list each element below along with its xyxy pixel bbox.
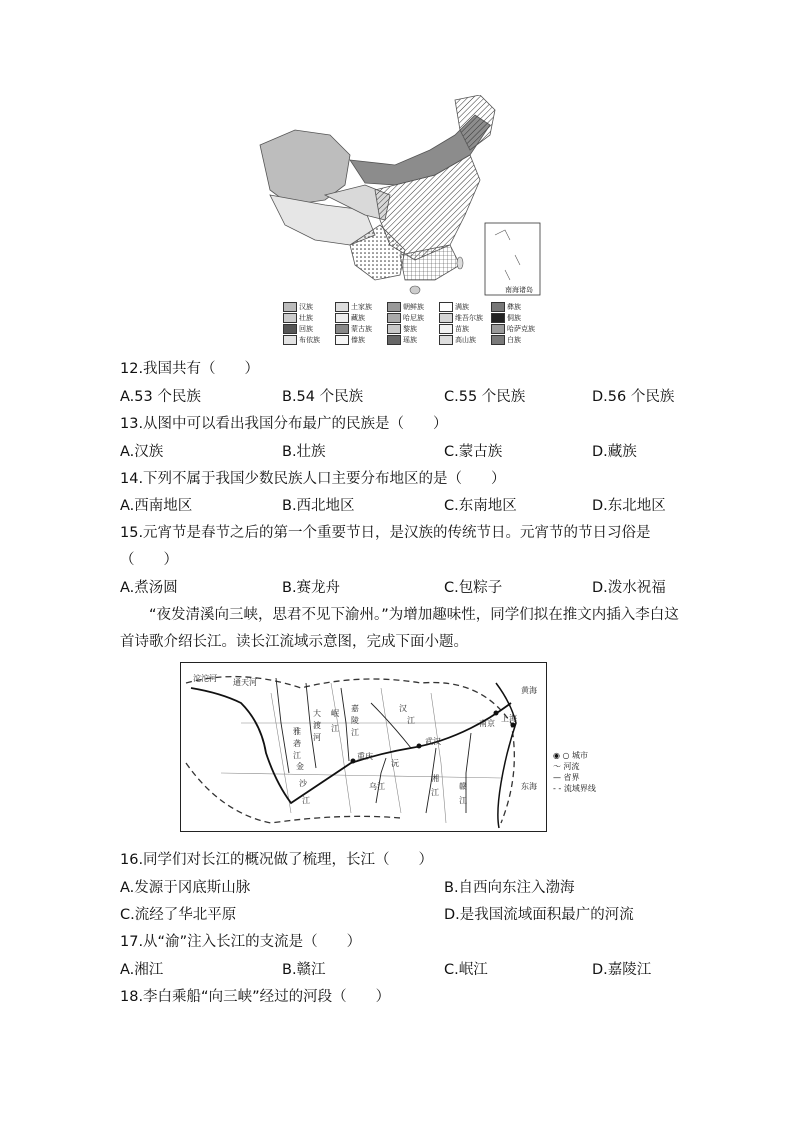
- legend-swatch: [335, 302, 349, 312]
- legend-item: [335, 313, 365, 323]
- question-18: 18.李白乘船“向三峡”经过的河段（ ）: [120, 989, 391, 1005]
- legend-item: [283, 302, 313, 312]
- legend-swatch: [387, 313, 401, 323]
- legend-item: [387, 313, 424, 323]
- legend-swatch: [439, 302, 453, 312]
- legend-swatch: [387, 335, 401, 345]
- legend-swatch: [439, 324, 453, 334]
- q15-option-a[interactable]: A.煮汤圆: [120, 580, 178, 596]
- label-han-2: 江: [407, 716, 415, 725]
- legend-label: 哈萨克族: [507, 325, 535, 333]
- label-jialing-3: 江: [351, 728, 359, 737]
- label-tuotuo: 沱沱河: [193, 674, 217, 683]
- label-dadu-2: 渡: [313, 721, 321, 730]
- q12-option-b[interactable]: B.54 个民族: [282, 389, 364, 405]
- legend-item: [387, 302, 424, 312]
- city-chongqing: [351, 759, 356, 764]
- label-han: 汉: [399, 704, 407, 713]
- legend-swatch: [387, 302, 401, 312]
- legend-item: [387, 324, 417, 334]
- label-yuan: 沅: [391, 759, 399, 768]
- city-wuhan: [417, 744, 422, 749]
- q17-option-b[interactable]: B.赣江: [282, 962, 326, 978]
- legend-item: [439, 302, 469, 312]
- river-icon: 〜: [553, 762, 564, 771]
- q12-option-d[interactable]: D.56 个民族: [592, 389, 675, 405]
- label-jinsha-2: 沙: [299, 779, 307, 788]
- q17-option-d[interactable]: D.嘉陵江: [592, 962, 652, 978]
- label-gan-2: 江: [459, 796, 467, 805]
- legend-swatch: [491, 324, 505, 334]
- legend-label: 黎族: [403, 325, 417, 333]
- question-15: 15.元宵节是春节之后的第一个重要节日，是汉族的传统节日。元宵节的节日习俗是: [120, 525, 651, 541]
- legend-item: [335, 335, 365, 345]
- q13-option-c[interactable]: C.蒙古族: [444, 444, 503, 460]
- yangtze-map-svg: [181, 663, 545, 830]
- map2-legend-outside: [553, 750, 596, 794]
- q12-option-a[interactable]: A.53 个民族: [120, 389, 201, 405]
- legend-swatch: [283, 313, 297, 323]
- label-min-2: 江: [331, 724, 339, 733]
- label-dadu-1: 大: [313, 709, 321, 718]
- q16-option-d[interactable]: D.是我国流域面积最广的河流: [444, 907, 634, 923]
- map-legend: [283, 302, 548, 352]
- q15-option-b[interactable]: B.赛龙舟: [282, 580, 341, 596]
- legend-item: [491, 313, 521, 323]
- legend-swatch: [283, 324, 297, 334]
- q16-option-a[interactable]: A.发源于冈底斯山脉: [120, 880, 251, 896]
- legend-swatch: [283, 302, 297, 312]
- china-ethnic-map: [255, 95, 545, 355]
- q17-option-c[interactable]: C.岷江: [444, 962, 488, 978]
- legend-river: 〜 河流: [553, 762, 580, 771]
- label-yalong-3: 江: [293, 751, 301, 760]
- legend-item: [283, 324, 313, 334]
- legend-label: 壮族: [299, 314, 313, 322]
- label-dadu-3: 河: [313, 733, 321, 742]
- basin-line-icon: - -: [553, 784, 564, 793]
- label-shanghai: 上海: [501, 714, 517, 723]
- region-taiwan: [457, 257, 463, 269]
- legend-item: [387, 335, 417, 345]
- q14-option-c[interactable]: C.东南地区: [444, 498, 517, 514]
- question-16: 16.同学们对长江的概况做了梳理，长江（ ）: [120, 852, 434, 868]
- legend-province: — 省界: [553, 773, 580, 782]
- province-line-icon: —: [553, 773, 564, 782]
- legend-swatch: [439, 335, 453, 345]
- legend-item: [439, 335, 476, 345]
- legend-label: 高山族: [455, 336, 476, 344]
- legend-item: [283, 335, 320, 345]
- q12-option-c[interactable]: C.55 个民族: [444, 389, 526, 405]
- passage: “夜发清溪向三峡，思君不见下渝州。”为增加趣味性，同学们拟在推文内插入李白这首诗歌介绍长江。读长江流域示意图，完成下面小题。: [120, 607, 679, 650]
- label-min-1: 岷: [331, 709, 339, 718]
- legend-item: [283, 313, 313, 323]
- legend-swatch: [491, 313, 505, 323]
- legend-basin: - - 流域界线: [553, 784, 596, 793]
- q16-option-b[interactable]: B.自西向东注入渤海: [444, 880, 575, 896]
- legend-item: [491, 335, 521, 345]
- legend-swatch: [491, 302, 505, 312]
- label-xiang-1: 湘: [431, 774, 439, 783]
- legend-label: 满族: [455, 303, 469, 311]
- q13-option-a[interactable]: A.汉族: [120, 444, 164, 460]
- label-jialing-1: 嘉: [351, 704, 359, 713]
- q13-option-b[interactable]: B.壮族: [282, 444, 326, 460]
- question-17: 17.从“渝”注入长江的支流是（ ）: [120, 934, 362, 950]
- legend-label: 回族: [299, 325, 313, 333]
- label-nanjing: 南京: [479, 719, 495, 728]
- coastline: [496, 683, 516, 828]
- label-wuhan: 武汉: [425, 737, 441, 746]
- label-gan-1: 赣: [459, 782, 467, 791]
- q14-option-d[interactable]: D.东北地区: [592, 498, 666, 514]
- legend-swatch: [491, 335, 505, 345]
- legend-item: [335, 302, 372, 312]
- q14-option-b[interactable]: B.西北地区: [282, 498, 355, 514]
- label-east-sea: 东海: [521, 782, 537, 791]
- legend-item: [491, 302, 521, 312]
- question-14: 14.下列不属于我国少数民族人口主要分布地区的是（ ）: [120, 471, 506, 487]
- city-icon: ◉ ○: [553, 751, 573, 760]
- city-nanjing: [494, 711, 499, 716]
- q13-option-d[interactable]: D.藏族: [592, 444, 637, 460]
- legend-label: 苗族: [455, 325, 469, 333]
- inset-label: 南海诸岛: [505, 286, 533, 294]
- label-jinsha-1: 金: [296, 762, 304, 771]
- label-jialing-2: 陵: [351, 716, 359, 725]
- legend-label: 布依族: [299, 336, 320, 344]
- label-yalong-1: 雅: [293, 727, 301, 736]
- legend-label: 汉族: [299, 303, 313, 311]
- label-wujiang: 乌江: [369, 782, 385, 791]
- legend-label: 土家族: [351, 303, 372, 311]
- q15-option-c[interactable]: C.包粽子: [444, 580, 503, 596]
- label-xiang-2: 江: [431, 788, 439, 797]
- legend-item: [335, 324, 372, 334]
- question-12: 12.我国共有（ ）: [120, 361, 260, 377]
- question-13: 13.从图中可以看出我国分布最广的民族是（ ）: [120, 416, 448, 432]
- label-chongqing: 重庆: [357, 752, 373, 761]
- legend-swatch: [439, 313, 453, 323]
- yangtze-basin-map: [180, 662, 547, 832]
- label-yalong-2: 砻: [293, 739, 301, 748]
- legend-label: 彝族: [507, 303, 521, 311]
- legend-item: [439, 324, 469, 334]
- q15-option-d[interactable]: D.泼水祝福: [592, 580, 666, 596]
- legend-label: 侗族: [507, 314, 521, 322]
- legend-label: 维吾尔族: [455, 314, 483, 322]
- china-map-svg: [255, 95, 545, 300]
- legend-label: 藏族: [351, 314, 365, 322]
- legend-label: 哈尼族: [403, 314, 424, 322]
- legend-label: 朝鲜族: [403, 303, 424, 311]
- legend-label: 蒙古族: [351, 325, 372, 333]
- label-yellow-sea: 黄海: [521, 686, 537, 695]
- q17-option-a[interactable]: A.湘江: [120, 962, 164, 978]
- legend-label: 白族: [507, 336, 521, 344]
- legend-label: 瑶族: [403, 336, 417, 344]
- legend-label: 傣族: [351, 336, 365, 344]
- label-jinsha-3: 江: [302, 796, 310, 805]
- region-hainan: [410, 286, 420, 294]
- legend-item: [439, 313, 483, 323]
- legend-swatch: [283, 335, 297, 345]
- legend-swatch: [335, 335, 349, 345]
- legend-item: [491, 324, 535, 334]
- q16-option-c[interactable]: C.流经了华北平原: [120, 907, 237, 923]
- label-tongtian: 通天河: [233, 678, 257, 687]
- question-15-bracket: （ ）: [120, 552, 178, 568]
- q14-option-a[interactable]: A.西南地区: [120, 498, 193, 514]
- legend-swatch: [387, 324, 401, 334]
- legend-city: ◉ ○ 城市: [553, 751, 589, 760]
- legend-swatch: [335, 324, 349, 334]
- legend-swatch: [335, 313, 349, 323]
